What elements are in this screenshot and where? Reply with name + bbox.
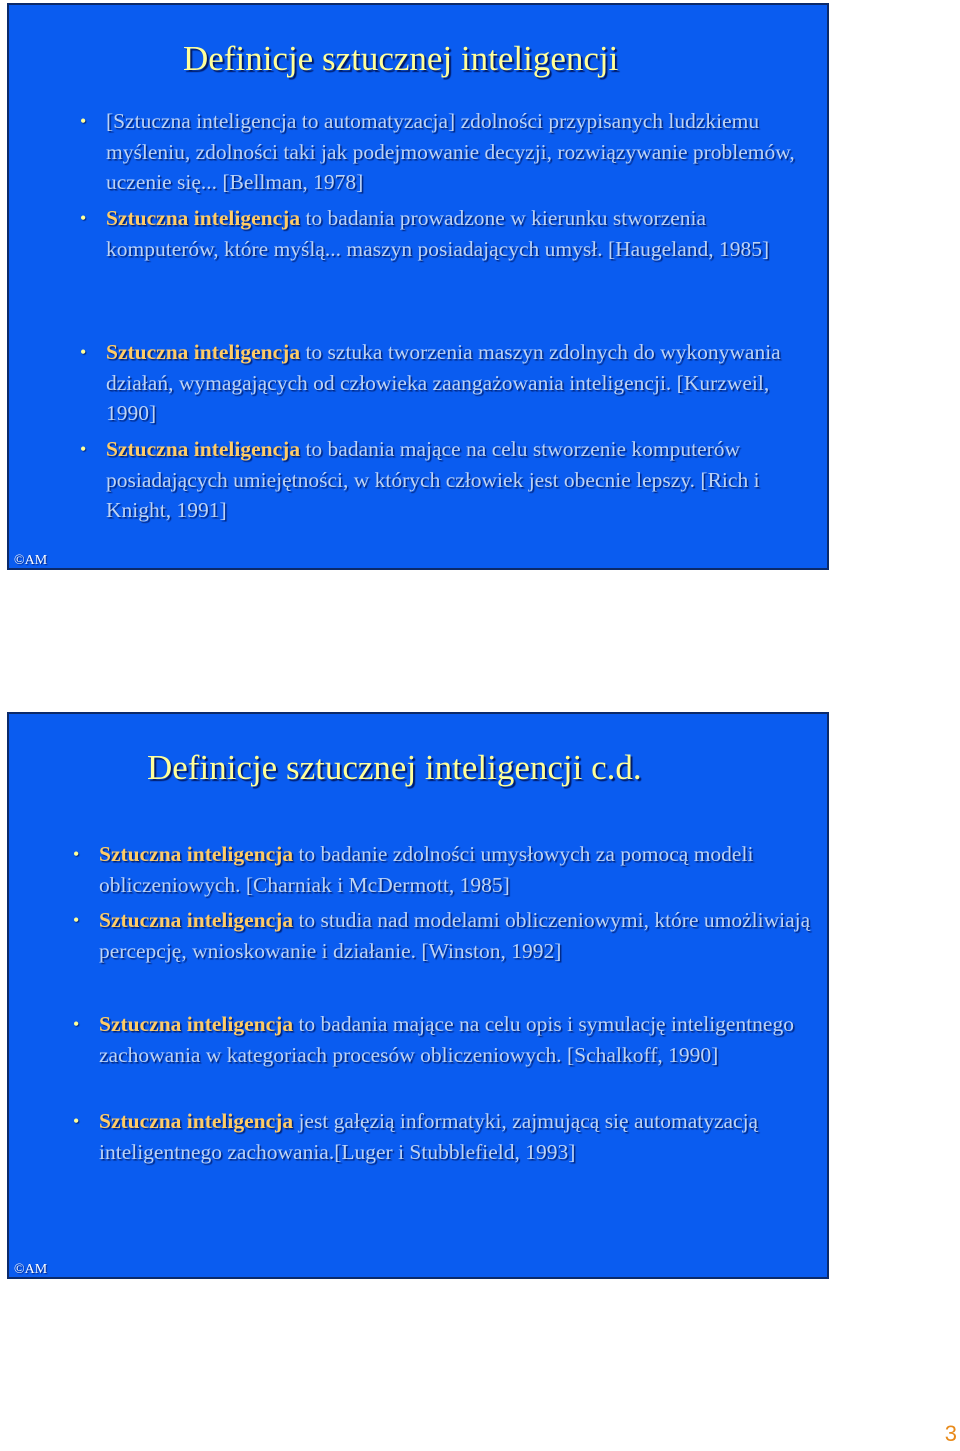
slide-footer: ©AM [14,1262,48,1277]
definition-text: jest gałęzią informatyki, zajmującą się automatyzacją inteligentnego zachowania.[Luger i Stubblefield, 1993] [99,1109,759,1164]
definition-lead: Sztuczna inteligencja [106,340,301,364]
definition-item [80,434,806,526]
slide-2-title: Definicje sztucznej inteligencji c.d. [147,748,642,787]
bullet-icon: • [73,844,80,864]
definition-text: to sztuka tworzenia maszyn zdolnych do wykonywania działań, wymagających od człowieka zaangażowania inteligencji. [Kurzweil, 1990] [106,340,781,425]
definition-text: to badanie zdolności umysłowych za pomocą modeli obliczeniowych. [Charniak i McDermott, 1985] [99,842,754,897]
slide-1 [7,3,829,570]
definition-item [80,203,806,264]
definition-lead: Sztuczna inteligencja [99,842,294,866]
definition-lead: Sztuczna inteligencja [99,1109,294,1133]
slide-footer: ©AM [14,553,48,568]
definition-lead: Sztuczna inteligencja [99,908,294,932]
bullet-icon: • [80,111,87,131]
definition-item [73,1009,823,1070]
definition-lead: Sztuczna inteligencja [106,437,301,461]
definition-text: to badania mające na celu stworzenie komputerów posiadających umiejętności, w których człowiek jest obecnie lepszy. [Rich i Knight, 1991] [106,437,760,522]
definition-text: to badania mające na celu opis i symulację inteligentnego zachowania w kategoriach procesów obliczeniowych. [Schalkoff, 1990] [99,1012,794,1067]
bullet-icon: • [80,439,87,459]
definition-item [73,839,823,900]
definition-text: [Sztuczna inteligencja to automatyzacja] zdolności przypisanych ludzkiemu myśleniu, zdolności taki jak podejmowanie decyzji, rozwiązywanie problemów, uczenie się... [Bellman, 1978] [106,109,795,194]
slide-1-title: Definicje sztucznej inteligencji [183,39,619,78]
definition-item [80,106,806,198]
definition-item [73,905,823,966]
definition-item [73,1106,823,1167]
bullet-icon: • [73,1111,80,1131]
bullet-icon: • [73,1014,80,1034]
definition-item [80,337,806,429]
definition-text: to studia nad modelami obliczeniowymi, które umożliwiają percepcję, wnioskowanie i działanie. [Winston, 1992] [99,908,811,963]
bullet-icon: • [80,342,87,362]
bullet-icon: • [73,910,80,930]
slide-2 [7,712,829,1279]
definition-text: to badania prowadzone w kierunku stworzenia komputerów, które myślą... maszyn posiadających umysł. [Haugeland, 1985] [106,206,770,261]
definition-lead: Sztuczna inteligencja [106,206,301,230]
bullet-icon: • [80,208,87,228]
page-number: 3 [944,1421,957,1446]
definition-lead: Sztuczna inteligencja [99,1012,294,1036]
